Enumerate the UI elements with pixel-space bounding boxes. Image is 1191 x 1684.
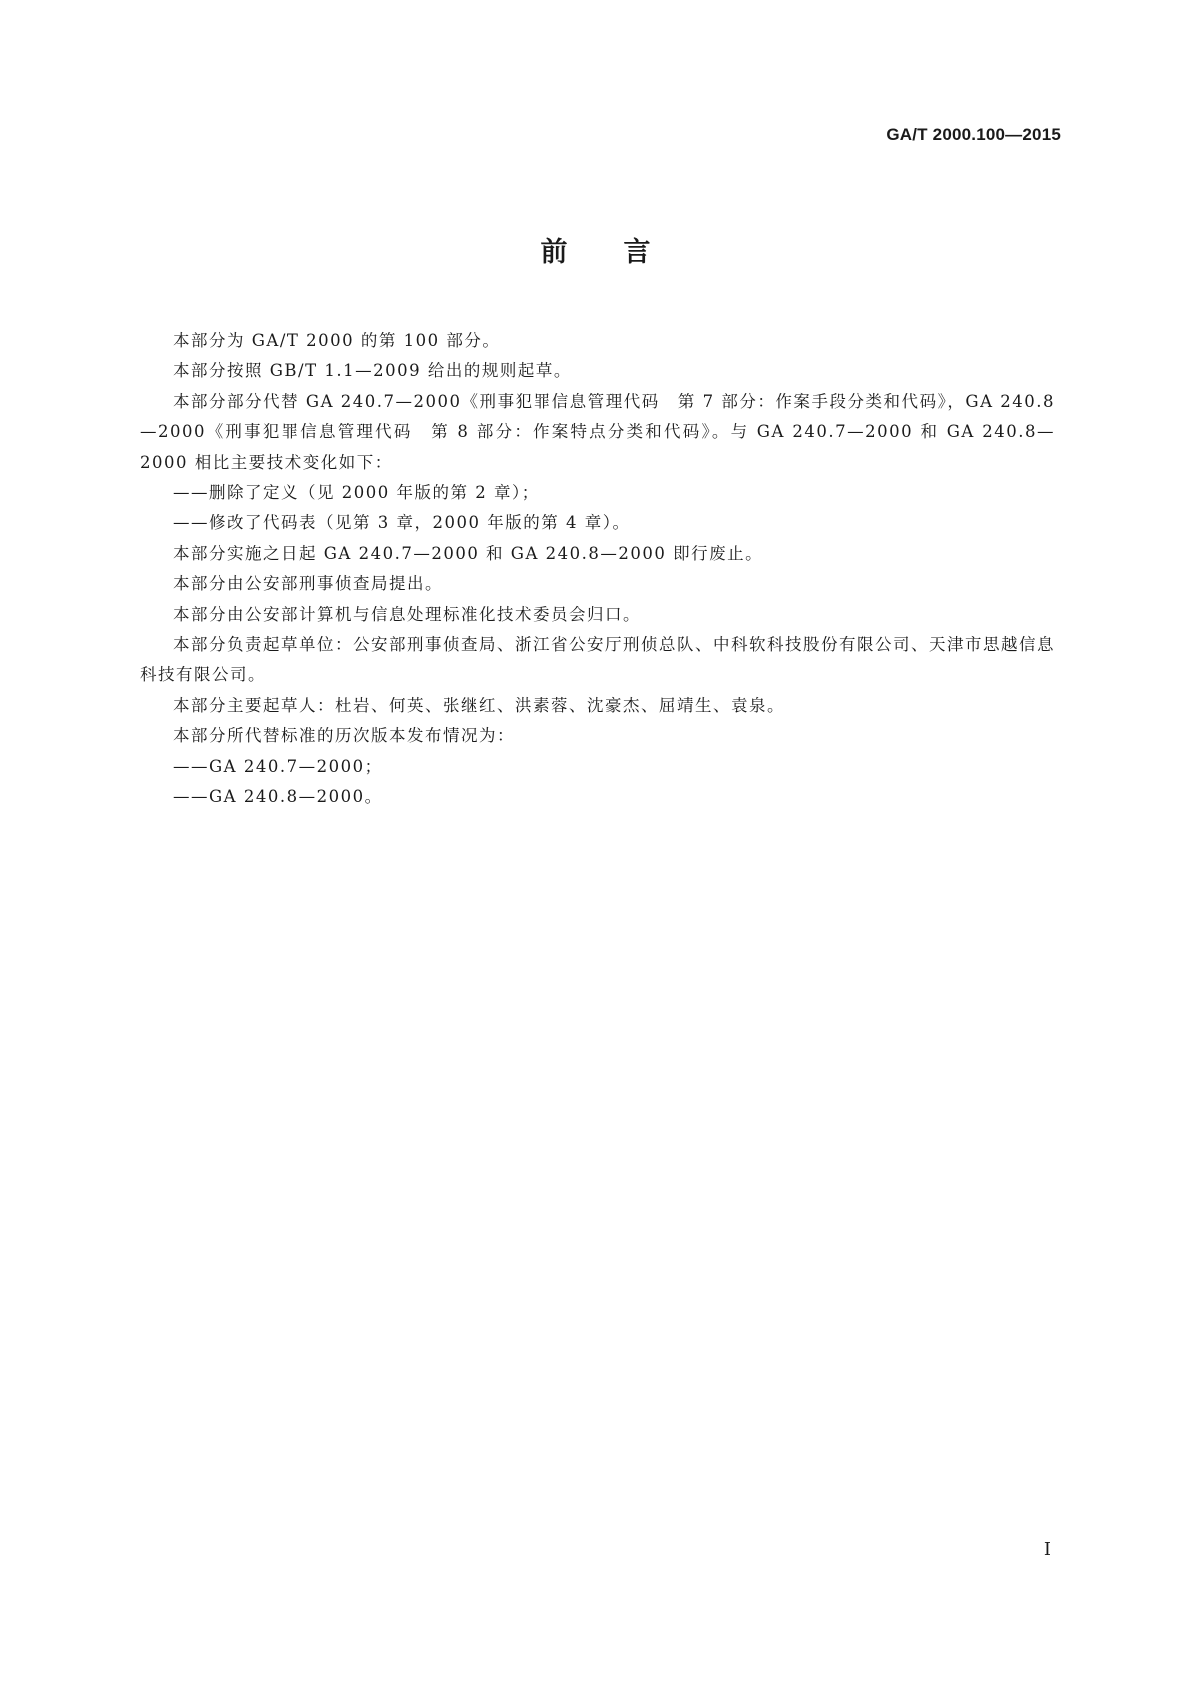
paragraph-committee: 本部分由公安部计算机与信息处理标准化技术委员会归口。 [173, 604, 641, 624]
paragraph-drafters: 本部分主要起草人：杜岩、何英、张继红、洪素蓉、沈豪杰、屈靖生、袁泉。 [173, 695, 785, 715]
paragraph-proposer: 本部分由公安部刑事侦查局提出。 [173, 574, 443, 594]
paragraph-drafting-units: 本部分负责起草单位：公安部刑事侦查局、浙江省公安厅刑侦总队、中科软科技股份有限公司、天津市思越信息科技有限公司。 [140, 635, 1055, 685]
paragraph-abolish: 本部分实施之日起 GA 240.7—2000 和 GA 240.8—2000 即行废止。 [173, 543, 764, 563]
page-number: I [1043, 1539, 1051, 1560]
paragraph-drafting-rules: 本部分按照 GB/T 1.1—2009 给出的规则起草。 [173, 361, 572, 381]
list-item-history-1: ——GA 240.7—2000； [173, 756, 383, 776]
list-item-history-2: ——GA 240.8—2000。 [173, 787, 383, 807]
list-item-change-1: ——删除了定义（见 2000 年版的第 2 章）； [173, 483, 540, 503]
document-body [140, 326, 1055, 813]
list-item-change-2: ——修改了代码表（见第 3 章，2000 年版的第 4 章）。 [173, 513, 631, 533]
standard-number: GA/T 2000.100—2015 [886, 125, 1061, 144]
paragraph-history-intro: 本部分所代替标准的历次版本发布情况为： [173, 726, 515, 746]
page-title: 前言 [540, 237, 707, 268]
paragraph-part-intro: 本部分为 GA/T 2000 的第 100 部分。 [173, 331, 501, 350]
paragraph-replacement: 本部分部分代替 GA 240.7—2000《刑事犯罪信息管理代码 第 7 部分：作案手段分类和代码》，GA 240.8—2000《刑事犯罪信息管理代码 第 8 部分：作案特点分类和代码》。与 GA 240.7—2000 和 GA 240.8—2000 相比主要技术变化如下： [140, 391, 1055, 472]
